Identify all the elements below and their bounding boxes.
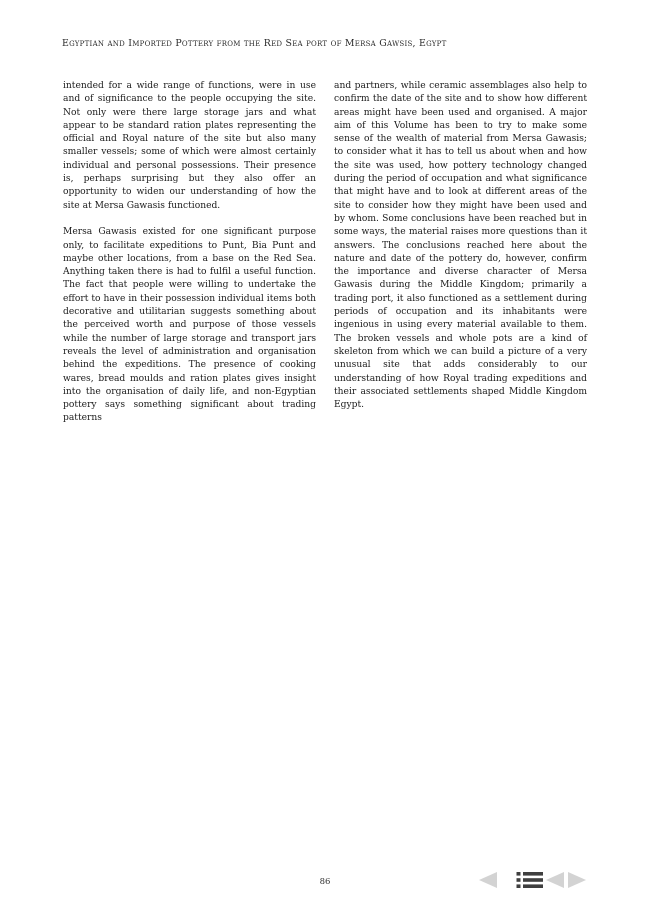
previous-page-icon[interactable]: [478, 871, 498, 889]
running-head: Egyptian and Imported Pottery from the Red Sea port of Mersa Gawsis, Egypt: [62, 38, 447, 49]
text-column-left: [63, 80, 316, 426]
text-column-right: [334, 80, 587, 412]
paragraph: Mersa Gawasis existed for one significant purpose only, to facilitate expeditions to Punt, Bia Punt and maybe other locations, from a base on the Red Sea. Anything taken there is had to fulfil a useful function. The fact that people were willing to undertake the effort to have in their possession individual items both decorative and utilitarian suggests something about the perceived worth and purpose of those vessels while the number of large storage and transport jars reveals the level of administration and organisation behind the expeditions. The presence of cooking wares, bread moulds and ration plates gives insight into the organisation of daily life, and non-Egyptian pottery says something significant about trading patterns: [63, 227, 316, 424]
paragraph: and partners, while ceramic assemblages also help to confirm the date of the site and to show how different areas might have been used and organised. A major aim of this Volume has been to try to make some sense of the wealth of material from Mersa Gawasis; to consider what it has to tell us about when and how the site was used, how pottery technology changed during the period of occupation and what significance that might have and to look at different areas of the site to consider how they might have been used and by whom. Some conclusions have been reached but in some ways, the material raises more questions than it answers. The conclusions reached here about the nature and date of the pottery do, however, confirm the importance and diverse character of Mersa Gawasis during the Middle Kingdom; primarily a trading port, it also functioned as a settlement during periods of occupation and its inhabitants were ingenious in using every material available to them. The broken vessels and whole pots are a kind of skeleton from which we can build a picture of a very unusual site that adds considerably to our understanding of how Royal trading expeditions and their associated settlements shaped Middle Kingdom Egypt.: [334, 81, 587, 411]
contents-list-icon[interactable]: [516, 871, 544, 889]
back-icon[interactable]: [545, 871, 565, 889]
paragraph: intended for a wide range of functions, were in use and of significance to the people occupying the site. Not only were there large storage jars and what appear to be standard ration plates representing the official and Royal nature of the site but also many smaller vessels; some of which were almost certainly individual and personal possessions. Their presence is, perhaps surprising but they also offer an opportunity to widen our understanding of how the site at Mersa Gawasis functioned.: [63, 81, 316, 211]
next-page-icon[interactable]: [567, 871, 587, 889]
page-number: 86: [319, 877, 331, 887]
